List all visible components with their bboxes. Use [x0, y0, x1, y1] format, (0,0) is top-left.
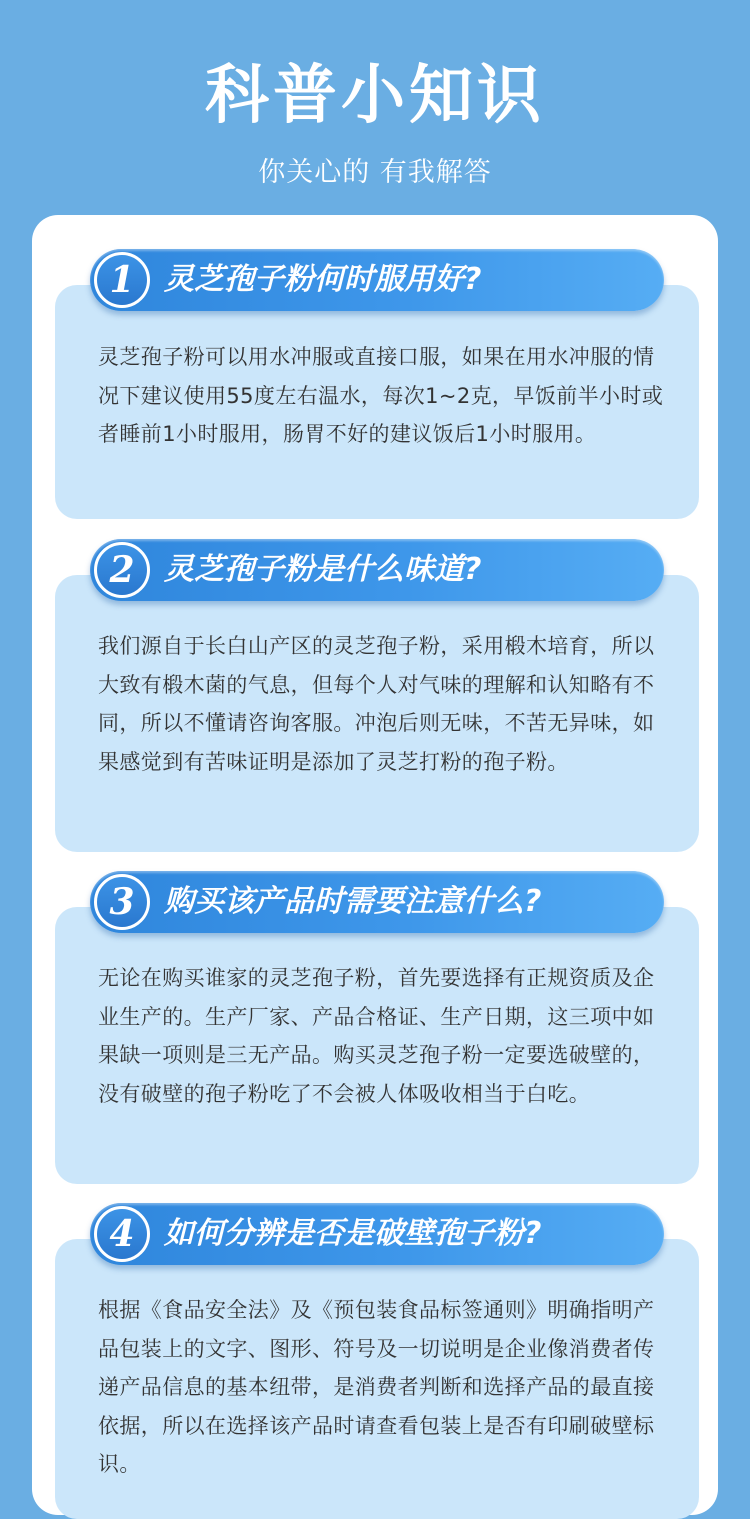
- page-subtitle: 你关心的 有我解答: [258, 157, 492, 188]
- qa-question-4: 如何分辨是否是破壁孢子粉?: [164, 1216, 542, 1251]
- qa-answer-2: 我们源自于长白山产区的灵芝孢子粉，采用椴木培育，所以大致有椴木菌的气息，但每个人对气味的理解和认知略有不同，所以不懂请咨询客服。冲泡后则无味，不苦无异味，如果感觉到有苦味证明是添加了灵芝打粉的孢子粉。: [98, 634, 655, 774]
- number-badge-1: 1: [94, 252, 150, 308]
- qa-banner-1: [90, 249, 664, 311]
- qa-answer-3: 无论在购买谁家的灵芝孢子粉，首先要选择有正规资质及企业生产的。生产厂家、产品合格证、生产日期，这三项中如果缺一项则是三无产品。购买灵芝孢子粉一定要选破壁的，没有破壁的孢子粉吃了不会被人体吸收相当于白吃。: [98, 966, 655, 1106]
- qa-banner-4: [90, 1203, 664, 1265]
- qa-question-3: 购买该产品时需要注意什么?: [164, 884, 542, 919]
- number-badge-2: 2: [94, 542, 150, 598]
- qa-question-2: 灵芝孢子粉是什么味道?: [164, 552, 482, 587]
- page-title: 科普小知识: [205, 59, 545, 133]
- number-badge-3: 3: [94, 874, 150, 930]
- qa-answer-4: 根据《食品安全法》及《预包装食品标签通则》明确指明产品包装上的文字、图形、符号及一切说明是企业像消费者传递产品信息的基本纽带，是消费者判断和选择产品的最直接依据，所以在选择该产品时请查看包装上是否有印刷破壁标识。: [98, 1298, 655, 1476]
- qa-question-1: 灵芝孢子粉何时服用好?: [164, 262, 482, 297]
- qa-answer-1: 灵芝孢子粉可以用水冲服或直接口服，如果在用水冲服的情况下建议使用55度左右温水，每次1~2克，早饭前半小时或者睡前1小时服用，肠胃不好的建议饭后1小时服用。: [98, 345, 664, 446]
- number-badge-4: 4: [94, 1206, 150, 1262]
- qa-banner-3: [90, 871, 664, 933]
- qa-banner-2: [90, 539, 664, 601]
